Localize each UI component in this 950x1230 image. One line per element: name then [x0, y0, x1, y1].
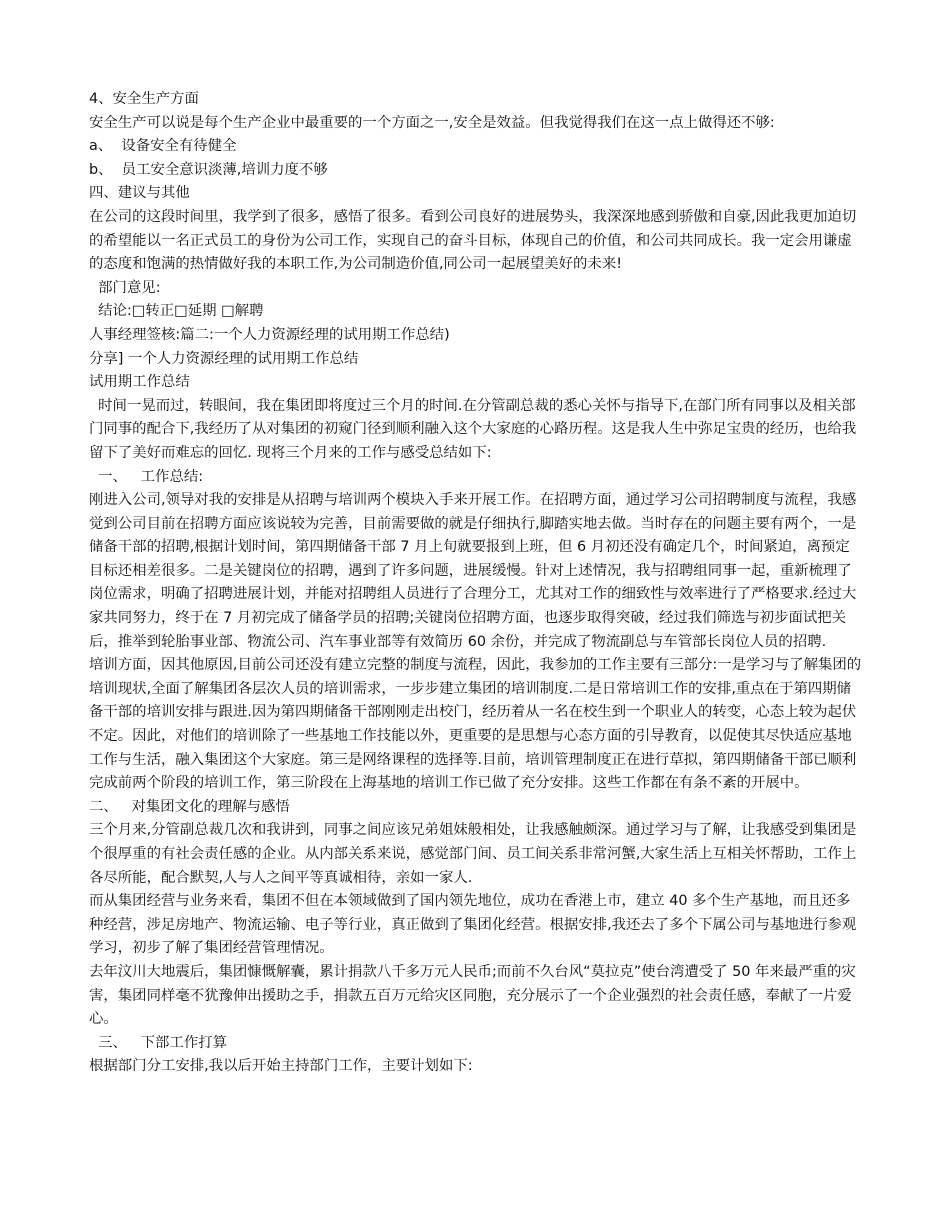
conclusion-options: 结论:□转正□延期 □解聘 [89, 303, 264, 320]
paragraph-training: 培训方面，因其他原因,目前公司还没有建立完整的制度与流程，因此，我参加的工作主要有三部分:一是学习与了解集团的培训现状,全面了解集团各层次人员的培训需求，一步步建立集团的培训制度.二是日常培训工作的安排,重点在于第四期储备干部的培训安排与跟进.因为第四期储备干部刚刚走出校门，经历着从一名在校生到一个职业人的转变，心态上较为起伏不定。因此，对他们的培训除了一些基地工作技能以外，更重要的是思想与心态方面的引导教育，以促使其尽快适应基地工作与生活，融入集团这个大家庭。第三是网络课程的选择等.目前，培训管理制度正在进行草拟，第四期储备干部已顺利完成前两个阶段的培训工作，第三阶段在上海基地的培训工作已做了充分安排。这些工作都在有条不紊的开展中。 [89, 657, 862, 792]
heading-next-plans: 三、 下部工作打算 [89, 1034, 228, 1051]
paragraph-opening: 时间一晃而过，转眼间，我在集团即将度过三个月的时间.在分管副总裁的悉心关怀与指导下,在部门所有同事以及相关部门同事的配合下,我经历了从对集团的初窥门径到顺利融入这个大家庭的心路历程。这是我人生中弥足宝贵的经历，也给我留下了美好而难忘的回忆. 现将三个月来的工作与感受总结如下: [89, 397, 857, 461]
share-title: 分享] 一个人力资源经理的试用期工作总结 [89, 350, 359, 367]
department-opinion-label: 部门意见: [89, 279, 161, 296]
document-body [89, 88, 864, 1079]
paragraph-recruitment: 刚进入公司,领导对我的安排是从招聘与培训两个模块入手来开展工作。在招聘方面，通过学习公司招聘制度与流程，我感觉到公司目前在招聘方面应该说较为完善，目前需要做的就是仔细执行,脚踏实地去做。当时存在的问题主要有两个，一是储备干部的招聘,根据计划时间，第四期储备干部 7 月上旬就要报到上班，但 6 月初还没有确定几个，时间紧迫，离预定目标还相差很多。二是关键岗位的招聘，遇到了许多问题，进展缓慢。针对上述情况，我与招聘组同事一起，重新梳理了岗位需求，明确了招聘进展计划，并能对招聘组人员进行了合理分工，尤其对工作的细致性与效率进行了严格要求.经过大家共同努力，终于在 7 月初完成了储备学员的招聘;关键岗位招聘方面，也逐步取得突破，经过我们筛选与初步面试把关后，推举到轮胎事业部、物流公司、汽车事业部等有效简历 60 余份，并完成了物流副总与车管部长岗位人员的招聘. [89, 492, 857, 650]
paragraph-plans-intro: 根据部门分工安排,我以后开始主持部门工作，主要计划如下: [89, 1058, 473, 1075]
paragraph-culture-2: 而从集团经营与业务来看，集团不但在本领域做到了国内领先地位，成功在香港上市，建立 40 多个生产基地，而且还多种经营，涉足房地产、物流运输、电子等行业，真正做到了集团化经营。根据安排,我还去了多个下属公司与基地进行参观学习，初步了解了集团经营管理情况。 [89, 893, 857, 957]
paragraph-culture-3: 去年汶川大地震后，集团慷慨解囊，累计捐款八千多万元人民币;而前不久台风“莫拉克”使台湾遭受了 50 年来最严重的灾害，集团同样毫不犹豫伸出援助之手，捐款五百万元给灾区同胞，充分展示了一个企业强烈的社会责任感，奉献了一片爱心。 [89, 963, 856, 1028]
section-title-probation-summary: 试用期工作总结 [89, 374, 190, 391]
list-item-a: a、 设备安全有待健全 [89, 138, 237, 155]
paragraph-reflection: 在公司的这段时间里，我学到了很多，感悟了很多。看到公司良好的进展势头，我深深地感到骄傲和自豪,因此我更加迫切的希望能以一名正式员工的身份为公司工作，实现自己的奋斗目标，体现自己的价值，和公司共同成长。我一定会用谦虚的态度和饱满的热情做好我的本职工作,为公司制造价值,同公司一起展望美好的未来! [89, 208, 857, 273]
heading-work-summary: 一、 工作总结: [89, 468, 204, 485]
hr-manager-signoff: 人事经理签核:篇二:一个人力资源经理的试用期工作总结) [89, 326, 450, 343]
paragraph-culture-1: 三个月来,分管副总裁几次和我讲到，同事之间应该兄弟姐妹般相处，让我感触颇深。通过学习与了解，让我感受到集团是个很厚重的有社会责任感的企业。从内部关系来说，感觉部门间、员工间关系非常河蟹,大家生活上互相关怀帮助，工作上各尽所能，配合默契,人与人之间平等真诚相待，亲如一家人. [89, 822, 857, 886]
paragraph-safety-intro: 安全生产可以说是每个生产企业中最重要的一个方面之一,安全是效益。但我觉得我们在这一点上做得还不够: [89, 114, 775, 131]
heading-safety-production: 4、安全生产方面 [89, 91, 199, 107]
heading-suggestions: 四、建议与其他 [89, 185, 190, 202]
heading-culture: 二、 对集团文化的理解与感悟 [89, 798, 290, 815]
list-item-b: b、 员工安全意识淡薄,培训力度不够 [89, 161, 328, 178]
